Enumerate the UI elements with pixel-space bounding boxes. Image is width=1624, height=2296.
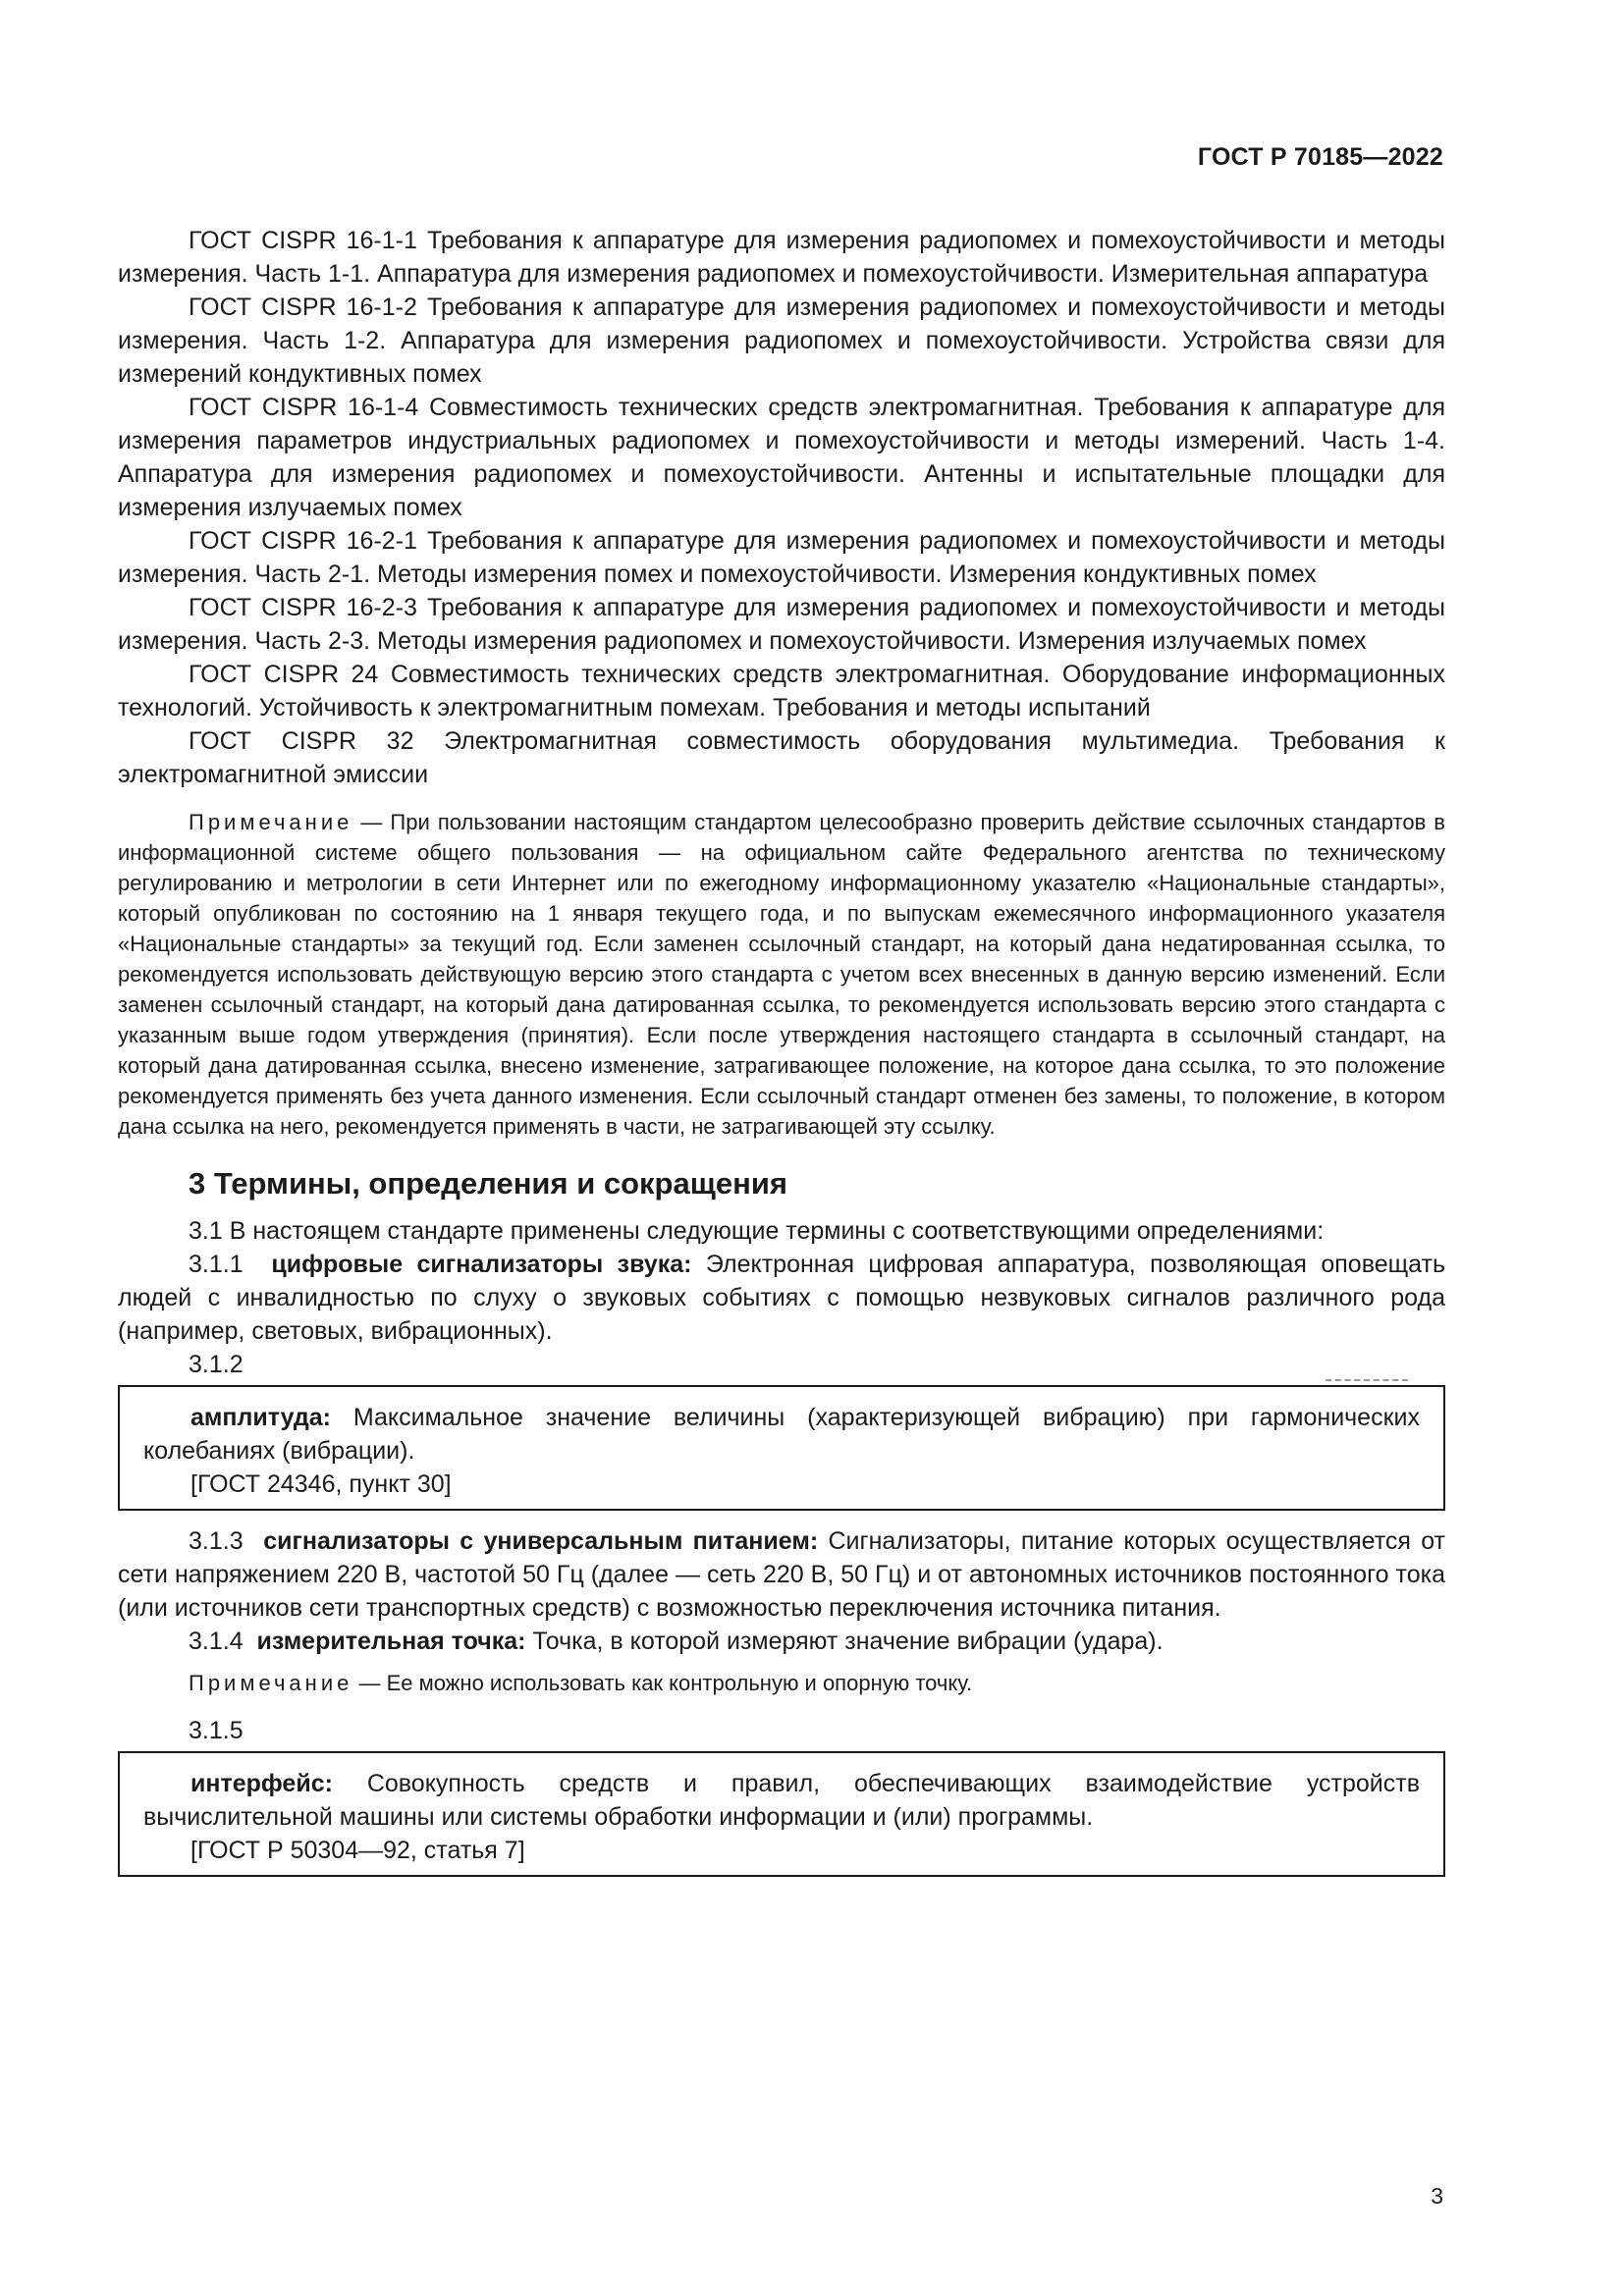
term-entry	[143, 1401, 1420, 1468]
term-number: 3.1.4	[189, 1628, 244, 1655]
term-name: цифровые сигнализаторы звука:	[271, 1251, 692, 1278]
term-entry	[143, 1767, 1420, 1834]
term-number: 3.1.1	[189, 1251, 244, 1278]
term-number-3-1-5: 3.1.5	[189, 1717, 244, 1744]
reference-entry: ГОСТ CISPR 32 Электромагнитная совместимость оборудования мультимедиа. Требования к электромагнитной эмиссии	[118, 727, 1445, 788]
section-heading: 3 Термины, определения и сокращения	[189, 1166, 787, 1201]
paragraph-3-1: 3.1 В настоящем стандарте применены следующие термины с соответствующими определениями:	[189, 1217, 1325, 1245]
reference-entry: ГОСТ CISPR 16-2-1 Требования к аппаратуре для измерения радиопомех и помехоустойчивости и методы измерения. Часть 2-1. Методы измерения помех и помехоустойчивости. Измерения кондуктивных помех	[118, 527, 1445, 588]
note-label: Примечание	[189, 1671, 353, 1695]
term-name: интерфейс:	[190, 1770, 333, 1797]
note-references	[118, 807, 1445, 1142]
term-name: сигнализаторы с универсальным питанием:	[263, 1527, 819, 1555]
term-box-3-1-2	[118, 1385, 1445, 1511]
reference-entry: ГОСТ CISPR 16-2-3 Требования к аппаратуре для измерения радиопомех и помехоустойчивости и методы измерения. Часть 2-3. Методы измерения радиопомех и помехоустойчивости. Измерения излучаемых помех	[118, 594, 1445, 655]
note-label: Примечание	[189, 810, 353, 834]
term-box-3-1-5	[118, 1751, 1445, 1877]
note-text: — При пользовании настоящим стандартом целесообразно проверить действие ссылочных стандартов в информационной системе общего пользования — на официальном сайте Федерального агентства по техническому регулированию и метрологии в сети Интернет или по ежегодному информационному указателю «Национальные стандарты», который опубликован по состоянию на 1 января текущего года, и по выпускам ежемесячного информационного указателя «Национальные стандарты» за текущий год. Если заменен ссылочный стандарт, на который дана недатированная ссылка, то рекомендуется использовать действующую версию этого стандарта с учетом всех внесенных в данную версию изменений. Если заменен ссылочный стандарт, на который дана датированная ссылка, то рекомендуется использовать версию этого стандарта с указанным выше годом утверждения (принятия). Если после утверждения настоящего стандарта в ссылочный стандарт, на который дана датированная ссылка, внесено изменение, затрагивающее положение, на которое дана ссылка, то это положение рекомендуется применять без учета данного изменения. Если ссылочный стандарт отменен без замены, то положение, в котором дана ссылка на него, рекомендуется применять в части, не затрагивающей эту ссылку.	[118, 810, 1445, 1139]
term-name: измерительная точка:	[256, 1628, 526, 1655]
reference-entry: ГОСТ CISPR 24 Совместимость технических средств электромагнитная. Оборудование информационных технологий. Устойчивость к электромагнитным помехам. Требования и методы испытаний	[118, 661, 1445, 721]
box-marker	[1326, 1379, 1408, 1381]
reference-entry: ГОСТ CISPR 16-1-2 Требования к аппаратуре для измерения радиопомех и помехоустойчивости и методы измерения. Часть 1-2. Аппаратура для измерения радиопомех и помехоустойчивости. Устройства связи для измерений кондуктивных помех	[118, 294, 1445, 388]
reference-entry: ГОСТ CISPR 16-1-1 Требования к аппаратуре для измерения радиопомех и помехоустойчивости и методы измерения. Часть 1-1. Аппаратура для измерения радиопомех и помехоустойчивости. Измерительная аппаратура	[118, 227, 1445, 288]
term-source: [ГОСТ Р 50304—92, статья 7]	[190, 1837, 525, 1864]
term-definition: Точка, в которой измеряют значение вибрации (удара).	[525, 1628, 1164, 1655]
term-number: 3.1.3	[189, 1527, 244, 1555]
reference-entry: ГОСТ CISPR 16-1-4 Совместимость технических средств электромагнитная. Требования к аппаратуре для измерения параметров индустриальных радиопомех и помехоустойчивости и методы измерений. Часть 1-4. Аппаратура для измерения радиопомех и помехоустойчивости. Антенны и испытательные площадки для измерения излучаемых помех	[118, 394, 1445, 521]
term-name: амплитуда:	[190, 1404, 331, 1431]
term-definition: Максимальное значение величины (характеризующей вибрацию) при гармонических колебаниях (вибрации).	[143, 1404, 1420, 1465]
document-id: ГОСТ Р 70185—2022	[1197, 143, 1443, 171]
term-source: [ГОСТ 24346, пункт 30]	[190, 1470, 452, 1498]
term-definition: Совокупность средств и правил, обеспечивающих взаимодействие устройств вычислительной машины или системы обработки информации и (или) программы.	[143, 1770, 1420, 1831]
term-definition: Электронная цифровая аппаратура, позволяющая оповещать людей с инвалидностью по слуху о звуковых событиях с помощью незвуковых сигналов различного рода (например, световых, вибрационных).	[118, 1251, 1445, 1345]
term-3-1-3	[118, 1524, 1445, 1625]
page-number: 3	[1431, 2183, 1443, 2209]
note-text: — Ее можно использовать как контрольную и опорную точку.	[352, 1671, 973, 1695]
term-number-3-1-2: 3.1.2	[189, 1351, 244, 1378]
page-body	[118, 224, 1445, 1891]
term-3-1-4	[118, 1625, 1445, 1658]
term-definition: Сигнализаторы, питание которых осуществляется от сети напряжением 220 В, частотой 50 Гц (далее — сеть 220 В, 50 Гц) и от автономных источников постоянного тока (или источников сети транспортных средств) с возможностью переключения источника питания.	[118, 1527, 1446, 1622]
note-measuring-point	[118, 1668, 1445, 1698]
term-3-1-1	[118, 1248, 1445, 1348]
